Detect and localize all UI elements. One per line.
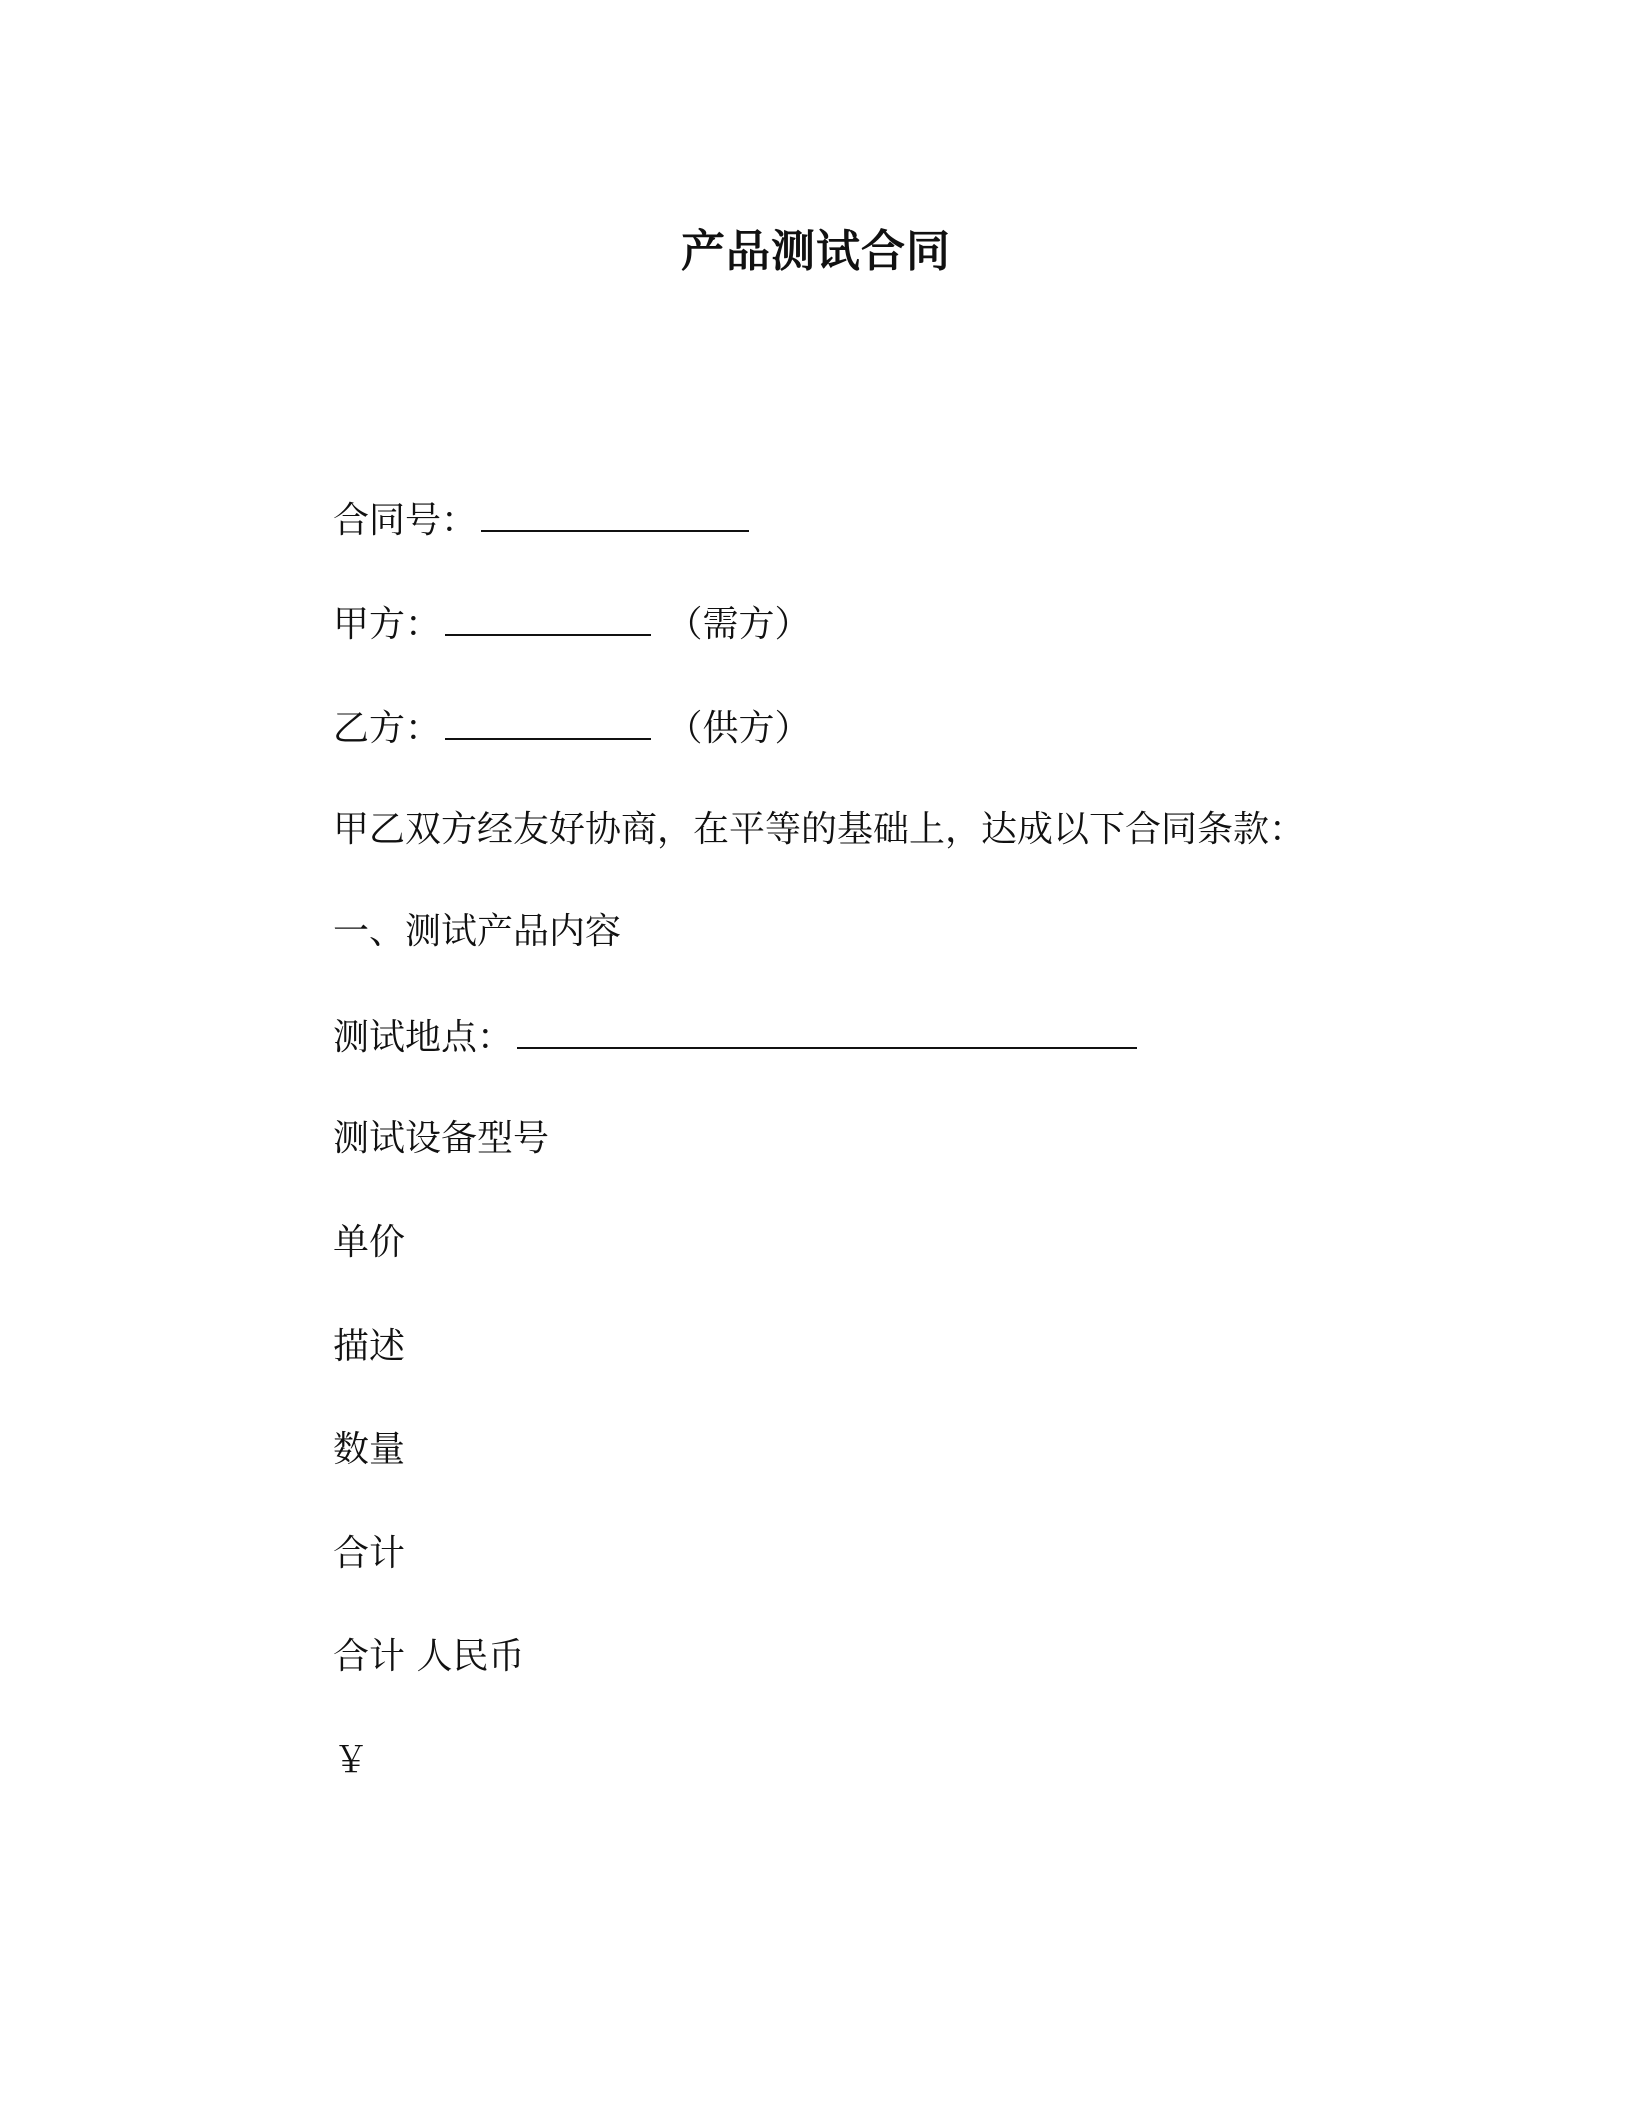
party-a-blank	[445, 598, 651, 636]
party-a-line	[333, 598, 810, 650]
contract-number-line	[333, 494, 753, 546]
item-quantity: 数量	[333, 1429, 406, 1470]
party-a-label: 甲方：	[333, 604, 442, 645]
section-1-heading: 一、测试产品内容	[333, 911, 622, 952]
document-title: 产品测试合同	[681, 226, 951, 277]
item-total-rmb: 合计 人民币	[333, 1636, 525, 1677]
test-location-line	[333, 1011, 1141, 1063]
contract-number-label: 合同号：	[333, 500, 478, 541]
party-a-role: （需方）	[666, 604, 811, 645]
contract-number-blank	[481, 494, 749, 532]
test-location-label: 测试地点：	[333, 1017, 514, 1058]
party-b-line	[333, 702, 810, 754]
item-description: 描述	[333, 1326, 406, 1367]
item-yuan-symbol: ￥	[333, 1740, 370, 1781]
item-equipment-model: 测试设备型号	[333, 1118, 550, 1159]
party-b-label: 乙方：	[333, 708, 442, 749]
party-b-role: （供方）	[666, 708, 811, 749]
item-unit-price: 单价	[333, 1222, 406, 1263]
item-total: 合计	[333, 1533, 406, 1574]
party-b-blank	[445, 702, 651, 740]
test-location-blank	[517, 1011, 1137, 1049]
intro-paragraph: 甲乙双方经友好协商，在平等的基础上，达成以下合同条款：	[333, 809, 1306, 850]
